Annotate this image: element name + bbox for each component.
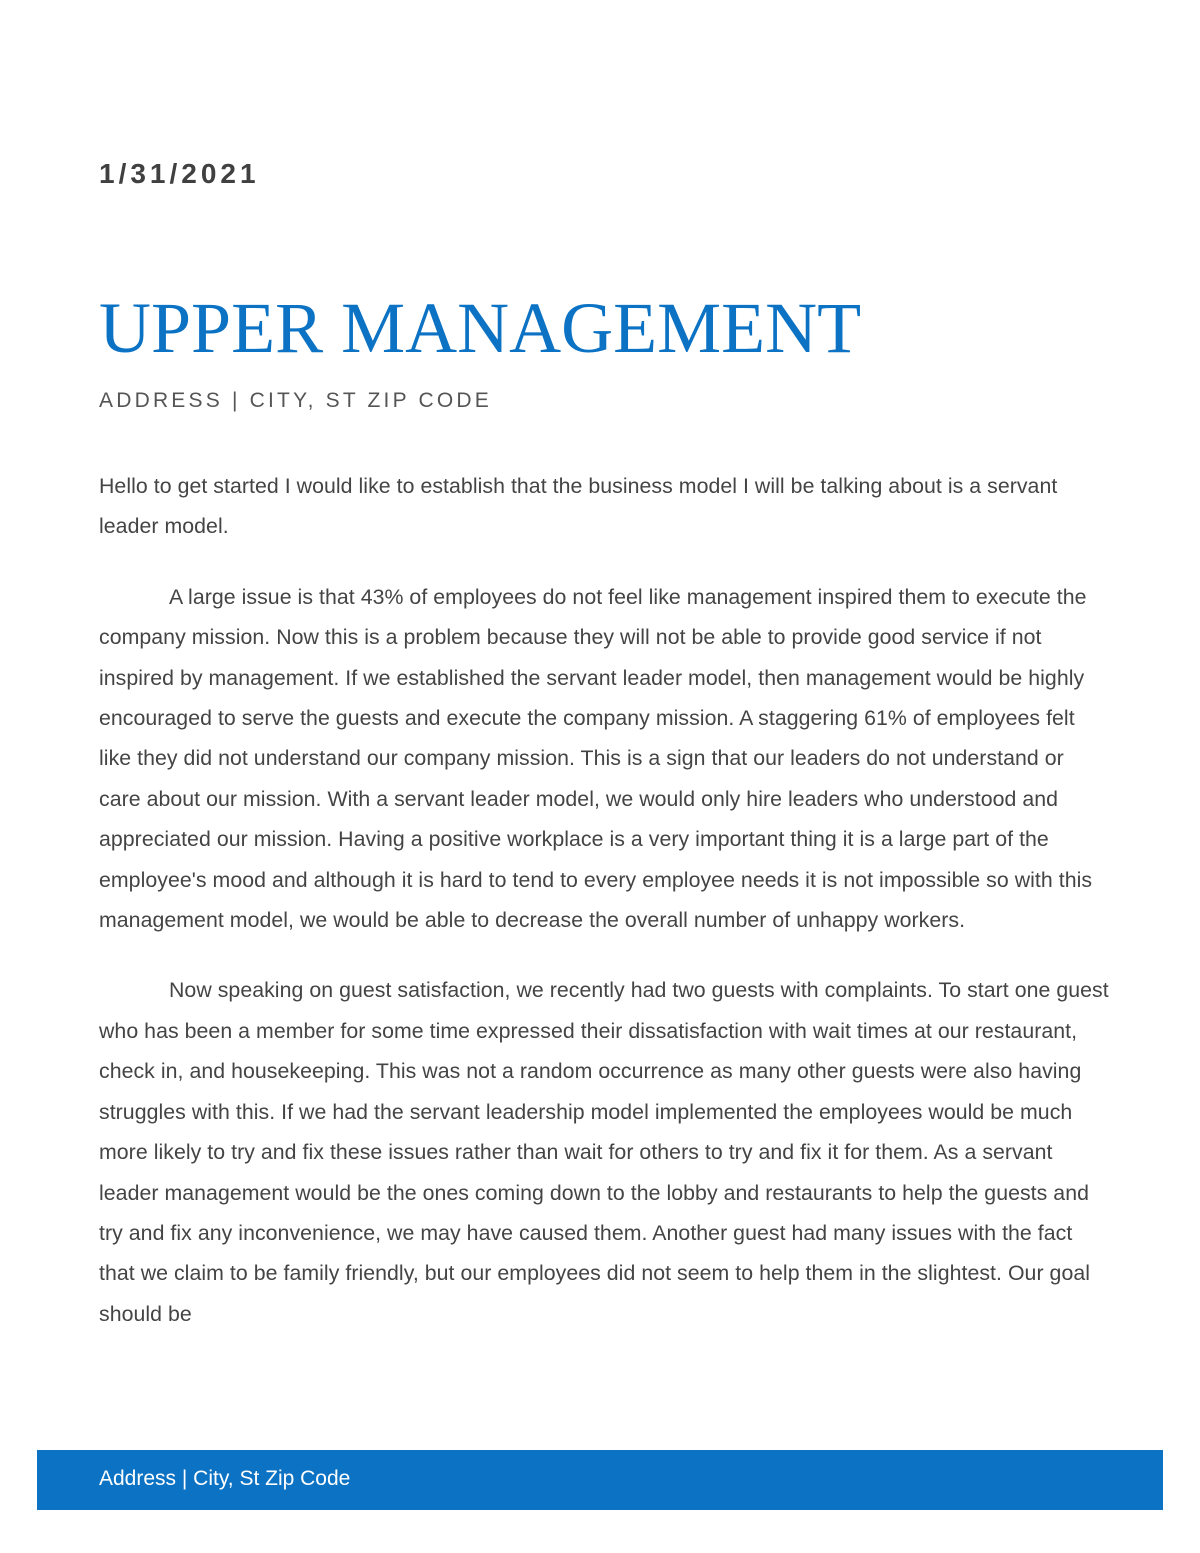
footer-bar	[37, 1450, 1163, 1510]
recipient-address: ADDRESS | CITY, ST ZIP CODE	[99, 389, 492, 412]
footer-address: Address | City, St Zip Code	[99, 1467, 351, 1490]
letter-body	[99, 466, 1109, 1364]
letter-date: 1/31/2021	[99, 158, 260, 189]
recipient-name: UPPER MANAGEMENT	[99, 288, 862, 368]
body-paragraph: A large issue is that 43% of employees do not feel like management inspired them to execute the company mission. Now this is a problem because they will not be able to provide good service if not inspired by management. If we established the servant leader model, then management would be highly encouraged to serve the guests and execute the company mission. A staggering 61% of employees felt like they did not understand our company mission. This is a sign that our leaders do not understand or care about our mission. With a servant leader model, we would only hire leaders who understood and appreciated our mission. Having a positive workplace is a very important thing it is a large part of the employee's mood and although it is hard to tend to every employee needs it is not impossible so with this management model, we would be able to decrease the overall number of unhappy workers.	[99, 584, 1093, 933]
body-paragraph: Hello to get started I would like to establish that the business model I will be talking about is a servant leader model.	[99, 474, 1058, 539]
body-paragraph: Now speaking on guest satisfaction, we recently had two guests with complaints. To start one guest who has been a member for some time expressed their dissatisfaction with wait times at our restaurant, check in, and housekeeping. This was not a random occurrence as many other guests were also having struggles with this. If we had the servant leadership model implemented the employees would be much more likely to try and fix these issues rather than wait for others to try and fix it for them. As a servant leader management would be the ones coming down to the lobby and restaurants to help the guests and try and fix any inconvenience, we may have caused them. Another guest had many issues with the fact that we claim to be family friendly, but our employees did not seem to help them in the slightest. Our goal should be	[99, 978, 1109, 1326]
